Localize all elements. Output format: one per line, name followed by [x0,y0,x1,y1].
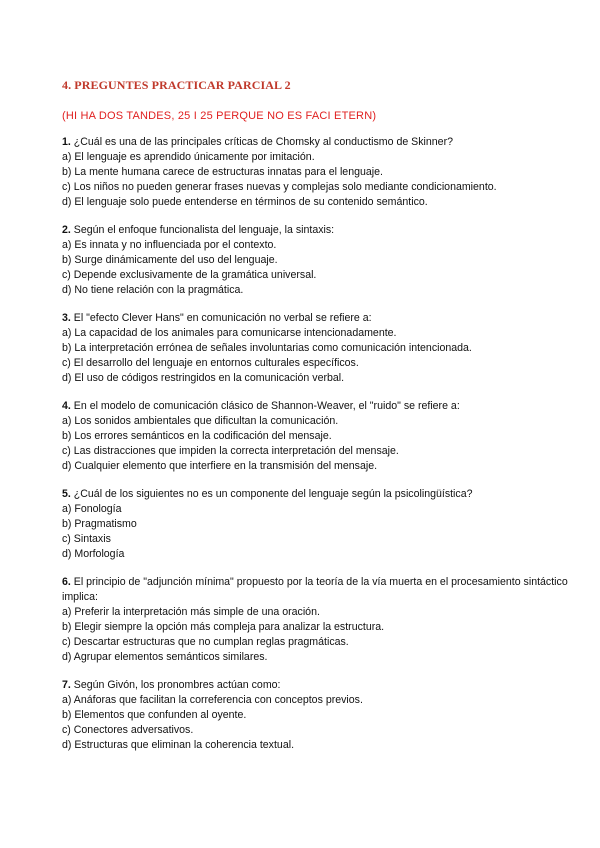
question-text [62,311,572,326]
question-3 [62,311,572,386]
question-number: 3. [62,312,71,324]
option-a: a) El lenguaje es aprendido únicamente por imitación. [62,151,315,163]
question-number: 2. [62,224,71,236]
option-b: b) Elegir siempre la opción más compleja para analizar la estructura. [62,621,385,633]
option-a: a) Fonología [62,503,122,515]
option-b: b) Los errores semánticos en la codificación del mensaje. [62,430,332,442]
question-prompt: El "efecto Clever Hans" en comunicación no verbal se refiere a: [70,312,372,324]
option-b: b) Pragmatismo [62,518,137,530]
option-c: c) Depende exclusivamente de la gramática universal. [62,269,317,281]
question-prompt: En el modelo de comunicación clásico de Shannon-Weaver, el "ruido" se refiere a: [70,400,460,412]
question-2 [62,223,572,298]
option-a: a) Anáforas que facilitan la correferencia con conceptos previos. [62,694,363,706]
question-text [62,399,572,414]
option-d: d) El uso de códigos restringidos en la comunicación verbal. [62,372,345,384]
question-prompt: ¿Cuál es una de las principales críticas de Chomsky al conductismo de Skinner? [70,136,453,148]
question-4 [62,399,572,474]
section-heading: 4. PREGUNTES PRACTICAR PARCIAL 2 [62,78,291,92]
question-number: 5. [62,488,71,500]
question-text [62,487,572,502]
question-prompt: El principio de "adjunción mínima" propuesto por la teoría de la vía muerta en el procesamiento sintáctico implica: [62,576,568,603]
option-b: b) Surge dinámicamente del uso del lenguaje. [62,254,278,266]
option-d: d) No tiene relación con la pragmática. [62,284,244,296]
option-b: b) La mente humana carece de estructuras innatas para el lenguaje. [62,166,383,178]
option-c: c) El desarrollo del lenguaje en entornos culturales específicos. [62,357,359,369]
question-5 [62,487,572,562]
question-number: 6. [62,576,71,588]
option-d: d) Estructuras que eliminan la coherencia textual. [62,739,295,751]
option-c: c) Sintaxis [62,533,111,545]
question-prompt: Según el enfoque funcionalista del lenguaje, la sintaxis: [70,224,335,236]
option-c: c) Descartar estructuras que no cumplan reglas pragmáticas. [62,636,349,648]
question-text [62,678,572,693]
option-b: b) Elementos que confunden al oyente. [62,709,247,721]
option-a: a) Preferir la interpretación más simple de una oración. [62,606,320,618]
question-1 [62,135,572,210]
question-prompt: Según Givón, los pronombres actúan como: [70,679,281,691]
option-a: a) Los sonidos ambientales que dificultan la comunicación. [62,415,339,427]
question-number: 7. [62,679,71,691]
option-d: d) Cualquier elemento que interfiere en la transmisión del mensaje. [62,460,378,472]
question-number: 4. [62,400,71,412]
document-page [62,78,572,766]
question-text [62,223,572,238]
option-d: d) Morfología [62,548,125,560]
question-7 [62,678,572,753]
option-b: b) La interpretación errónea de señales involuntarias como comunicación intencionada. [62,342,472,354]
section-subheading: (HI HA DOS TANDES, 25 I 25 PERQUE NO ES FACI ETERN) [62,110,377,122]
option-d: d) Agrupar elementos semánticos similares. [62,651,268,663]
option-c: c) Los niños no pueden generar frases nuevas y complejas solo mediante condicionamiento. [62,181,497,193]
option-d: d) El lenguaje solo puede entenderse en términos de su contenido semántico. [62,196,428,208]
question-text [62,575,572,605]
option-c: c) Las distracciones que impiden la correcta interpretación del mensaje. [62,445,399,457]
question-prompt: ¿Cuál de los siguientes no es un componente del lenguaje según la psicolingüística? [70,488,473,500]
option-a: a) La capacidad de los animales para comunicarse intencionadamente. [62,327,397,339]
option-a: a) Es innata y no influenciada por el contexto. [62,239,277,251]
question-number: 1. [62,136,71,148]
question-6 [62,575,572,665]
option-c: c) Conectores adversativos. [62,724,194,736]
question-text [62,135,572,150]
